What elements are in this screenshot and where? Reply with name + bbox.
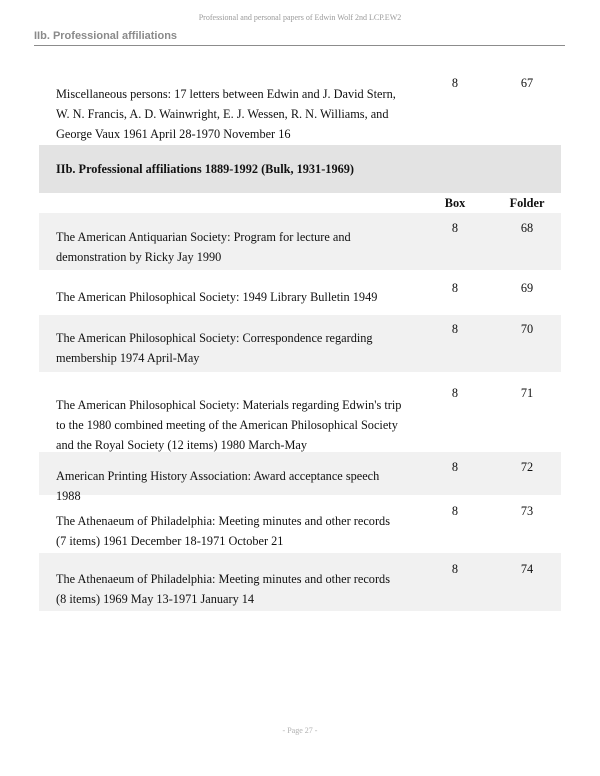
table-row <box>39 495 561 553</box>
section-label: IIb. Professional affiliations <box>34 30 178 42</box>
item-folder: 73 <box>520 504 534 518</box>
item-folder: 71 <box>520 386 534 400</box>
item-box: 8 <box>451 562 459 576</box>
table-row <box>39 70 561 145</box>
item-description: The American Philosophical Society: Correspondence regarding membership 1974 April-May <box>56 331 373 365</box>
item-folder: 68 <box>520 221 534 235</box>
item-description: American Printing History Association: Award acceptance speech 1988 <box>56 469 380 503</box>
item-folder: 70 <box>520 322 534 336</box>
column-header-folder: Folder <box>509 196 545 210</box>
item-description: The Athenaeum of Philadelphia: Meeting minutes and other records (8 items) 1969 May 13-1971 January 14 <box>56 572 390 606</box>
item-folder: 67 <box>520 76 534 90</box>
item-folder: 72 <box>520 460 534 474</box>
item-description: The American Philosophical Society: 1949 Library Bulletin 1949 <box>56 290 378 304</box>
table-row <box>39 213 561 270</box>
item-box: 8 <box>451 460 459 474</box>
item-folder: 69 <box>520 281 534 295</box>
table-row <box>39 315 561 372</box>
item-box: 8 <box>451 221 459 235</box>
item-description: The Athenaeum of Philadelphia: Meeting minutes and other records (7 items) 1961 December 18-1971 October 21 <box>56 514 390 548</box>
item-box: 8 <box>451 322 459 336</box>
item-description: Miscellaneous persons: 17 letters between Edwin and J. David Stern, W. N. Francis, A. D. Wainwright, E. J. Wessen, R. N. Williams, and George Vaux 1961 April 28-1970 November 16 <box>56 87 396 141</box>
column-headers <box>39 193 561 213</box>
item-box: 8 <box>451 76 459 90</box>
item-description: The American Philosophical Society: Materials regarding Edwin's trip to the 1980 combined meeting of the American Philosophical Society and the Royal Society (12 items) 1980 March-May <box>56 398 402 452</box>
table-row <box>39 553 561 611</box>
item-box: 8 <box>451 504 459 518</box>
item-box: 8 <box>451 281 459 295</box>
item-box: 8 <box>451 386 459 400</box>
page-number: - Page 27 - <box>282 726 318 735</box>
series-title: IIb. Professional affiliations 1889-1992 (Bulk, 1931-1969) <box>56 162 354 176</box>
item-folder: 74 <box>520 562 534 576</box>
table-row <box>39 270 561 315</box>
item-description: The American Antiquarian Society: Program for lecture and demonstration by Ricky Jay 1990 <box>56 230 351 264</box>
header-rule <box>34 45 565 46</box>
table-row <box>39 372 561 452</box>
running-title: Professional and personal papers of Edwin Wolf 2nd LCP.EW2 <box>198 13 402 22</box>
series-header <box>39 145 561 193</box>
table-row <box>39 452 561 503</box>
column-header-box: Box <box>444 196 466 210</box>
